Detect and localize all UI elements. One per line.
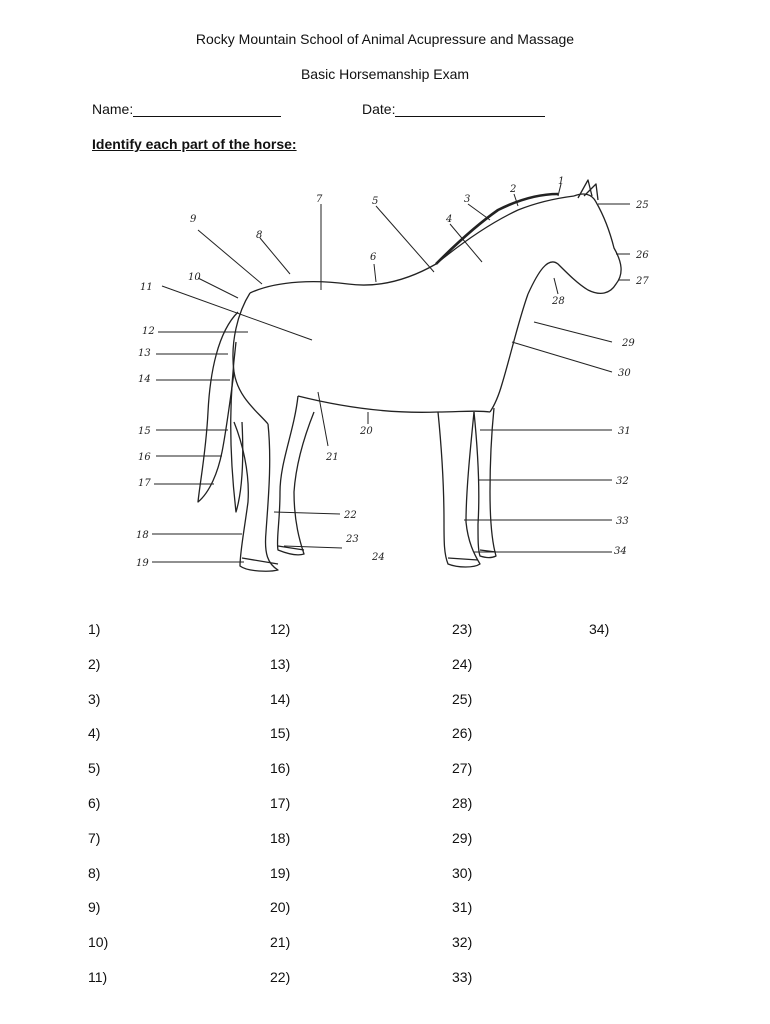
diagram-label-28: 28 [552, 296, 565, 307]
answer-slot[interactable]: 8) [88, 864, 101, 881]
diagram-label-22: 22 [344, 510, 357, 521]
diagram-label-7: 7 [316, 194, 323, 205]
date-label: Date: [362, 101, 396, 117]
answer-slot[interactable]: 34) [589, 621, 610, 637]
answer-slot[interactable]: 7) [88, 829, 101, 846]
answer-slot[interactable]: 29) [452, 829, 473, 846]
answer-slot[interactable]: 4) [88, 725, 101, 742]
diagram-label-2: 2 [510, 184, 517, 195]
date-blank-line[interactable] [395, 102, 545, 117]
name-field[interactable] [92, 101, 281, 117]
name-blank-line[interactable] [133, 102, 281, 117]
diagram-label-30: 30 [618, 368, 631, 379]
diagram-label-24: 24 [372, 552, 385, 563]
diagram-label-17: 17 [138, 478, 151, 489]
diagram-label-8: 8 [256, 230, 263, 241]
diagram-label-25: 25 [636, 200, 649, 211]
diagram-number-labels [136, 176, 649, 569]
answer-slot[interactable]: 12) [270, 621, 291, 637]
answer-slot[interactable]: 13) [270, 655, 291, 672]
diagram-label-33: 33 [616, 516, 629, 527]
horse-diagram [118, 162, 674, 592]
answer-slot[interactable]: 9) [88, 899, 101, 916]
answer-slot[interactable]: 6) [88, 795, 101, 811]
diagram-label-10: 10 [188, 272, 201, 283]
answer-slot[interactable]: 32) [452, 934, 473, 951]
answer-slot[interactable]: 14) [270, 690, 291, 707]
answer-slot[interactable]: 18) [270, 829, 291, 846]
horse-illustration [118, 162, 674, 592]
diagram-label-11: 11 [140, 282, 153, 293]
diagram-label-6: 6 [370, 252, 377, 263]
diagram-label-27: 27 [636, 276, 649, 287]
diagram-label-9: 9 [190, 214, 197, 225]
answer-slot[interactable]: 2) [88, 655, 101, 672]
answer-slot[interactable]: 33) [452, 969, 473, 985]
instructions-heading: Identify each part of the horse: [92, 136, 297, 152]
answer-slot[interactable]: 30) [452, 864, 473, 881]
answer-slot[interactable]: 26) [452, 725, 473, 742]
diagram-label-3: 3 [464, 194, 471, 205]
diagram-label-12: 12 [142, 326, 155, 337]
diagram-label-1: 1 [558, 176, 565, 187]
diagram-label-16: 16 [138, 452, 151, 463]
answer-slot[interactable]: 25) [452, 690, 473, 707]
answer-slot[interactable]: 19) [270, 864, 291, 881]
exam-title: Basic Horsemanship Exam [300, 66, 470, 82]
answer-slot[interactable]: 17) [270, 795, 291, 811]
name-label: Name: [92, 101, 134, 117]
answer-slot[interactable]: 28) [452, 795, 473, 811]
answer-slot[interactable]: 20) [270, 899, 291, 916]
answer-slot[interactable]: 5) [88, 760, 101, 777]
answer-slot[interactable]: 24) [452, 655, 473, 672]
answer-slot[interactable]: 16) [270, 760, 291, 777]
diagram-label-34: 34 [614, 546, 627, 557]
diagram-label-19: 19 [136, 558, 149, 569]
diagram-label-14: 14 [138, 374, 151, 385]
answer-slot[interactable]: 21) [270, 934, 291, 951]
diagram-label-18: 18 [136, 530, 149, 541]
diagram-label-32: 32 [616, 476, 629, 487]
answer-slot[interactable]: 15) [270, 725, 291, 742]
answer-slot[interactable]: 22) [270, 969, 291, 985]
diagram-label-15: 15 [138, 426, 151, 437]
answer-slot[interactable]: 31) [452, 899, 473, 916]
school-title: Rocky Mountain School of Animal Acupressure and Massage [195, 31, 575, 47]
diagram-label-23: 23 [346, 534, 359, 545]
diagram-label-20: 20 [360, 426, 373, 437]
answer-slot[interactable]: 3) [88, 690, 101, 707]
diagram-label-5: 5 [372, 196, 379, 207]
answer-slot[interactable]: 10) [88, 934, 109, 951]
date-field[interactable] [362, 101, 545, 117]
diagram-label-31: 31 [618, 426, 631, 437]
diagram-label-4: 4 [446, 214, 453, 225]
diagram-label-29: 29 [622, 338, 635, 349]
answer-slot[interactable]: 23) [452, 621, 473, 637]
answer-slot[interactable]: 27) [452, 760, 473, 777]
answer-slot[interactable]: 11) [88, 969, 108, 985]
diagram-label-13: 13 [138, 348, 151, 359]
answer-slot[interactable]: 1) [88, 621, 101, 637]
leader-lines [152, 184, 630, 562]
diagram-label-21: 21 [326, 452, 339, 463]
diagram-label-26: 26 [636, 250, 649, 261]
